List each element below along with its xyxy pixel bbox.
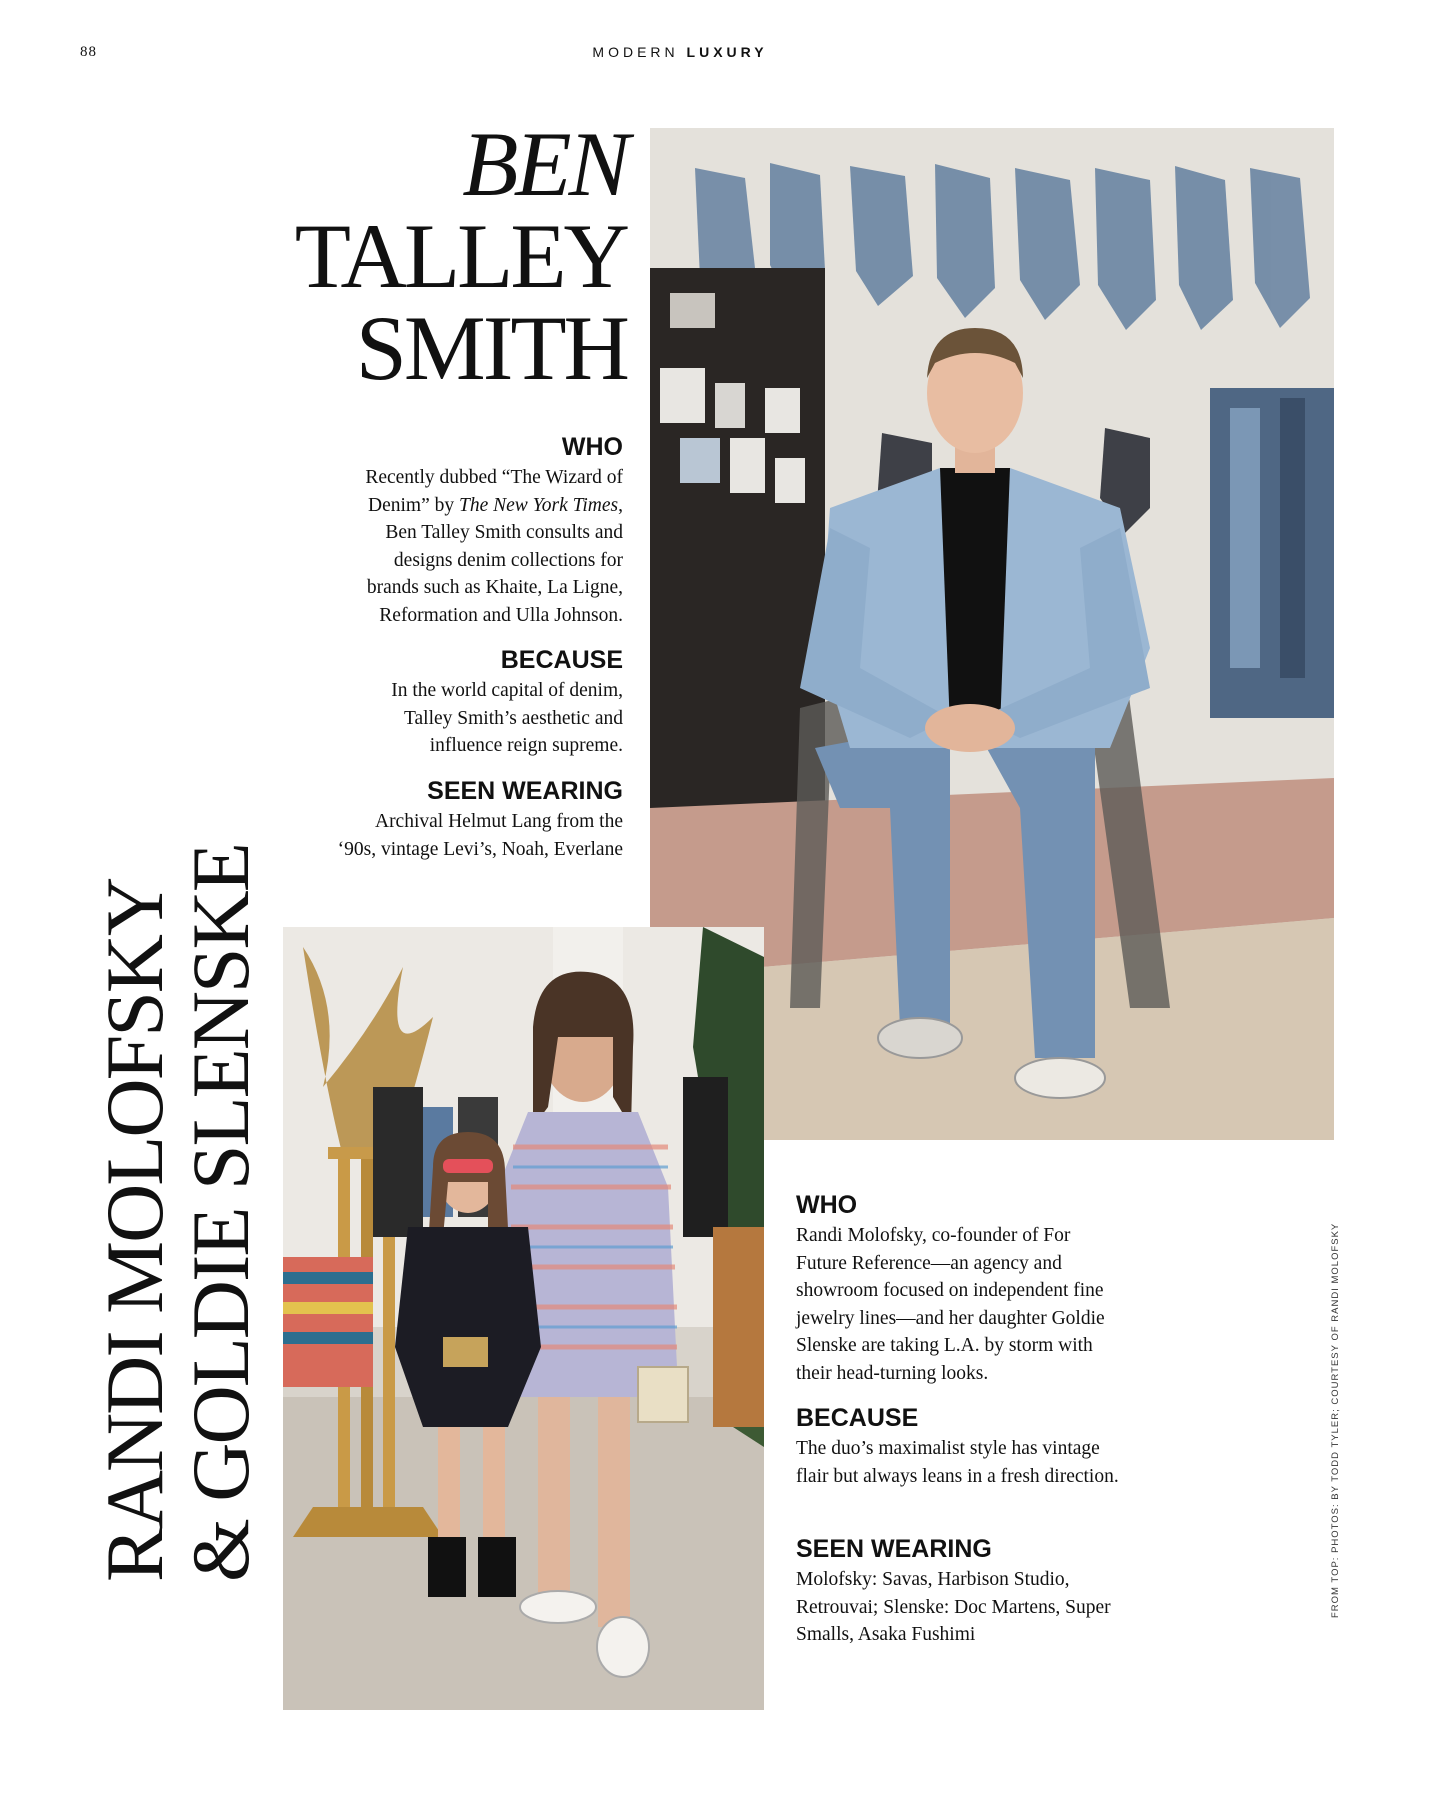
ben-because-text: In the world capital of denim, Talley Smith’s aesthetic and influence reign supreme. [391, 680, 623, 756]
ben-title-first: BEN [462, 113, 627, 215]
randi-who-section [796, 1190, 1146, 1387]
ben-because-section [320, 645, 623, 760]
ben-title-line3: SMITH [355, 297, 627, 399]
randi-vertical-title [89, 552, 282, 1582]
masthead-suffix: LUXURY [686, 44, 768, 60]
photo-credit [1330, 1222, 1358, 1618]
ben-who-section [320, 432, 623, 629]
masthead [570, 44, 790, 60]
randi-goldie-photo-illustration [283, 927, 764, 1710]
page-number: 88 [80, 44, 97, 60]
randi-who-heading: WHO [796, 1191, 858, 1219]
ben-seen-heading: SEEN WEARING [427, 777, 623, 805]
photo-credit-text: FROM TOP: PHOTOS: BY TODD TYLER; COURTESY OF RANDI MOLOFSKY [1330, 1222, 1341, 1618]
ben-who-text [320, 464, 623, 629]
ben-who-text-italic: The New York Times [459, 494, 619, 516]
randi-who-text: Randi Molofsky, co-founder of For Future Reference—an agency and showroom focused on independent fine jewelry lines—and her daughter Goldie Slenske are taking L.A. by storm with their head-turning looks. [796, 1225, 1105, 1384]
randi-because-text: The duo’s maximalist style has vintage flair but always leans in a fresh direction. [796, 1438, 1119, 1487]
randi-title-line1: RANDI MOLOFSKY [89, 878, 180, 1582]
randi-goldie-photo [283, 927, 764, 1710]
randi-seen-text: Molofsky: Savas, Harbison Studio, Retrouvai; Slenske: Doc Martens, Super Smalls, Asaka Fushimi [796, 1569, 1111, 1645]
ben-seen-text: Archival Helmut Lang from the ‘90s, vintage Levi’s, Noah, Everlane [337, 811, 623, 860]
ben-who-text-2: , Ben Talley Smith consults and designs denim collections for brands such as Khaite, La Ligne, Reformation and Ulla Johnson. [366, 494, 623, 626]
ben-because-heading: BECAUSE [500, 646, 623, 674]
ben-who-heading: WHO [561, 433, 623, 461]
ben-seen-section [250, 776, 623, 863]
masthead-prefix: MODERN [592, 44, 679, 60]
ben-who-text-1: Recently dubbed “The Wizard of Denim” by [365, 467, 623, 516]
randi-title-line2: & GOLDIE SLENSKE [175, 844, 266, 1582]
randi-seen-section [796, 1534, 1146, 1649]
randi-seen-heading: SEEN WEARING [796, 1535, 992, 1563]
randi-vertical-title-text [89, 552, 282, 1582]
ben-title-line2: TALLEY [294, 205, 627, 307]
ben-title [294, 113, 627, 399]
randi-because-heading: BECAUSE [796, 1404, 919, 1432]
randi-because-section [796, 1403, 1146, 1490]
